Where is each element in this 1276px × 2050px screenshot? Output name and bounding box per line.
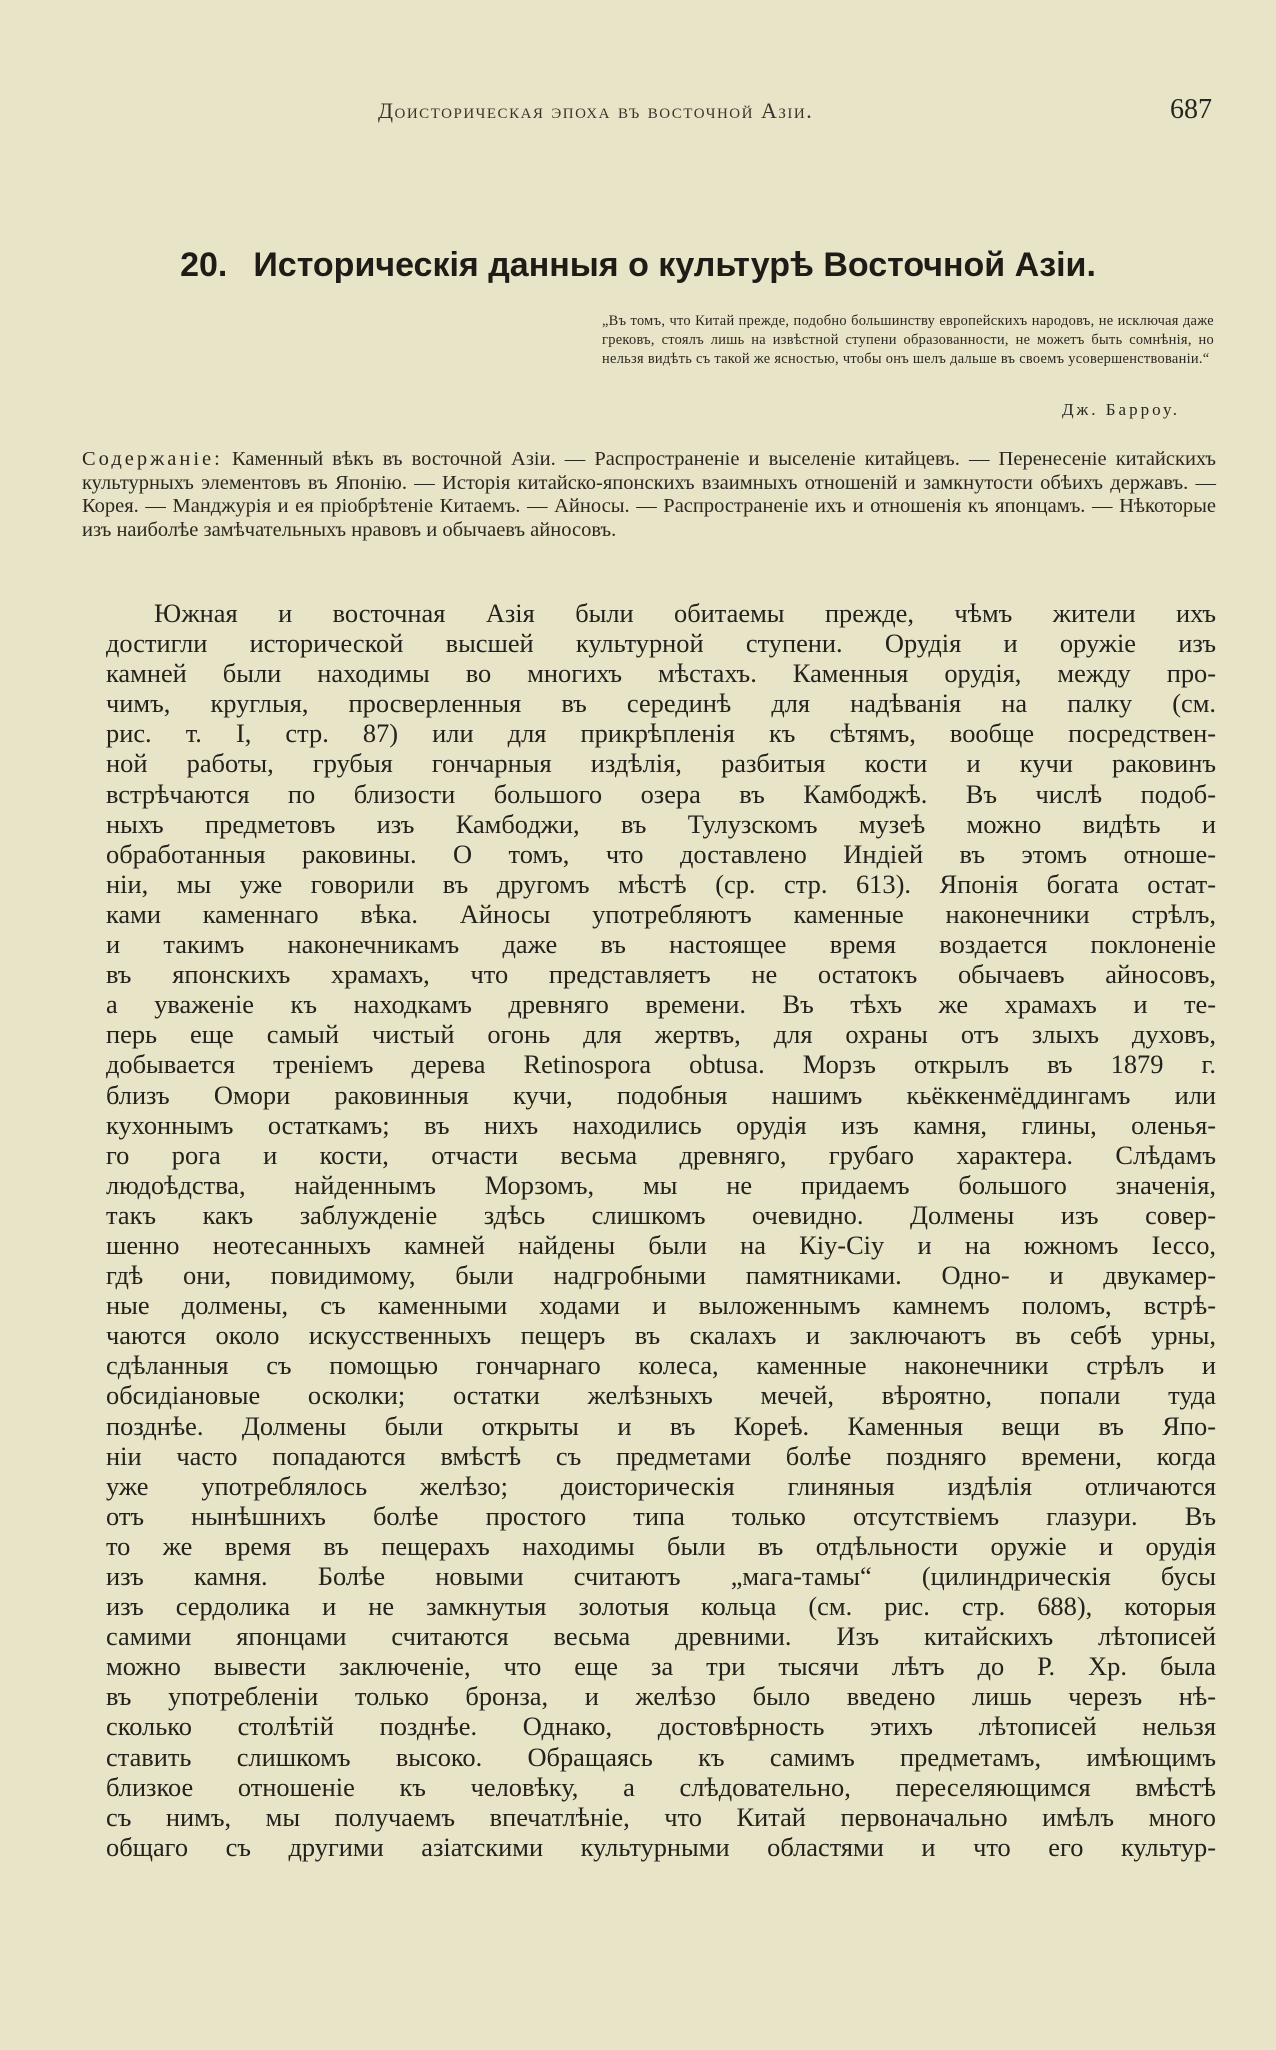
chapter-number: 20. [180,246,228,284]
body-line: самими японцами считаются весьма древними. Изъ китайскихъ лѣтописей [106,1621,1216,1652]
body-line: рис. т. I, стр. 87) или для прикрѣпленія къ сѣтямъ, вообще посредствен- [106,718,1216,749]
epigraph-author: Дж. Барроу. [1061,400,1180,419]
body-line: камней были находимы во многихъ мѣстахъ. Каменныя орудія, между про- [106,658,1216,689]
body-line: го рога и кости, отчасти весьма древняго, грубаго характера. Слѣдамъ [106,1139,1216,1170]
body-line: ніи, мы уже говорили въ другомъ мѣстѣ (ср. стр. 613). Японія богата остат- [106,868,1216,899]
running-head [0,94,1276,134]
body-line: обсидіановые осколки; остатки желѣзныхъ мечей, вѣроятно, попали туда [106,1380,1216,1411]
epigraph-quote: „Въ томъ, что Китай прежде, подобно большинству европейскихъ народовъ, не исключая даже грековъ, стоялъ лишь на извѣстной ступени образованности, не можетъ быть сомнѣнія, но нельзя видѣть съ такой же ясностью, чтобы онъ шелъ дальше въ своемъ усовершенствованіи.“ [602,313,1214,367]
body-line: чаются около искусственныхъ пещеръ въ скалахъ и заключаютъ въ себѣ урны, [106,1320,1216,1351]
body-line: сколько столѣтій позднѣе. Однако, достовѣрность этихъ лѣтописей нельзя [106,1711,1216,1742]
running-title: Доисторическая эпоха въ восточной Азіи. [378,98,814,123]
body-line: ной работы, грубыя гончарныя издѣлія, разбитыя кости и кучи раковинъ [106,748,1216,779]
body-line: кухоннымъ остаткамъ; въ нихъ находились орудія изъ камня, глины, оленья- [106,1109,1216,1140]
body-line: позднѣе. Долмены были открыты и въ Кореѣ. Каменныя вещи въ Япо- [106,1410,1216,1441]
body-line: ные долмены, съ каменными ходами и выложеннымъ камнемъ поломъ, встрѣ- [106,1290,1216,1321]
contents-text: Каменный вѣкъ въ восточной Азіи. — Распространеніе и выселеніе китайцевъ. — Перенесеніе китайскихъ культурныхъ элементовъ въ Японію. — Исторія китайско-японскихъ взаимныхъ отношеній и замкнутости обѣихъ державъ. — Корея. — Манджурія и ея пріобрѣтеніе Китаемъ. — Айносы. — Распространеніе ихъ и отношенія къ японцамъ. — Нѣкоторые изъ наиболѣе замѣчательныхъ нравовъ и обычаевъ айносовъ. [82,448,1216,541]
body-line: съ нимъ, мы получаемъ впечатлѣніе, что Китай первоначально имѣлъ много [106,1801,1216,1832]
body-line: достигли исторической высшей культурной ступени. Орудія и оружіе изъ [106,628,1216,659]
body-line: близъ Омори раковинныя кучи, подобныя нашимъ кьёккенмёддингамъ или [106,1079,1216,1110]
body-line: Южная и восточная Азія были обитаемы прежде, чѣмъ жители ихъ [154,598,1216,628]
body-line: можно вывести заключеніе, что еще за три тысячи лѣтъ до Р. Хр. была [106,1651,1216,1682]
body-line: обработанныя раковины. О томъ, что доставлено Индіей въ этомъ отноше- [106,838,1216,869]
body-line: близкое отношеніе къ человѣку, а слѣдовательно, переселяющимся вмѣстѣ [106,1771,1216,1802]
body-line: изъ камня. Болѣе новыми считаютъ „мага-тамы“ (цилиндрическія бусы [106,1561,1216,1591]
chapter-title: Историческія данныя о культурѣ Восточной Азіи. [253,246,1096,284]
body-line: общаго съ другими азіатскими культурными областями и что его культур- [106,1831,1216,1862]
body-line: а уваженіе къ находкамъ древняго времени. Въ тѣхъ же храмахъ и те- [106,989,1216,1020]
page-number: 687 [1170,94,1212,125]
body-line: ніи часто попадаются вмѣстѣ съ предметами болѣе поздняго времени, когда [106,1440,1216,1471]
body-line: уже употреблялось желѣзо; доисторическія глиняныя издѣлія отличаются [106,1470,1216,1501]
body-line: ками каменнаго вѣка. Айносы употребляютъ каменные наконечники стрѣлъ, [106,898,1216,929]
body-line: ныхъ предметовъ изъ Камбоджи, въ Тулузскомъ музеѣ можно видѣть и [106,808,1216,839]
chapter-contents [82,448,1216,542]
body-line: сдѣланныя съ помощью гончарнаго колеса, каменные наконечники стрѣлъ и [106,1350,1216,1381]
body-line: въ употребленіи только бронза, и желѣзо было введено лишь черезъ нѣ- [106,1681,1216,1712]
body-line: перь еще самый чистый огонь для жертвъ, для охраны отъ злыхъ духовъ, [106,1019,1216,1050]
contents-label: Содержаніе: [82,448,223,470]
body-line: встрѣчаются по близости большого озера въ Камбоджѣ. Въ числѣ подоб- [106,778,1216,809]
body-line: то же время въ пещерахъ находимы были въ отдѣльности оружіе и орудія [106,1530,1216,1561]
body-line: гдѣ они, повидимому, были надгробными памятниками. Одно- и двукамер- [106,1260,1216,1291]
body-text [106,598,1216,1862]
body-line: шенно неотесанныхъ камней найдены были на Кіу-Сіу и на южномъ Іессо, [106,1229,1216,1260]
body-line: такъ какъ заблужденіе здѣсь слишкомъ очевидно. Долмены изъ совер- [106,1199,1216,1230]
chapter-heading [0,246,1276,285]
body-line: ставить слишкомъ высоко. Обращаясь къ самимъ предметамъ, имѣющимъ [106,1741,1216,1772]
body-line: людоѣдства, найденнымъ Морзомъ, мы не придаемъ большого значенія, [106,1169,1216,1200]
body-line: въ японскихъ храмахъ, что представляетъ не остатокъ обычаевъ айносовъ, [106,959,1216,990]
body-line: изъ сердолика и не замкнутыя золотыя кольца (см. рис. стр. 688), которыя [106,1591,1216,1622]
body-line: добывается треніемъ дерева Retinospora obtusa. Морзъ открылъ въ 1879 г. [106,1049,1216,1080]
body-line: отъ нынѣшнихъ болѣе простого типа только отсутствіемъ глазури. Въ [106,1500,1216,1531]
body-line: чимъ, круглыя, просверленныя въ серединѣ для надѣванія на палку (см. [106,688,1216,719]
body-line: и такимъ наконечникамъ даже въ настоящее время воздается поклоненіе [106,929,1216,960]
